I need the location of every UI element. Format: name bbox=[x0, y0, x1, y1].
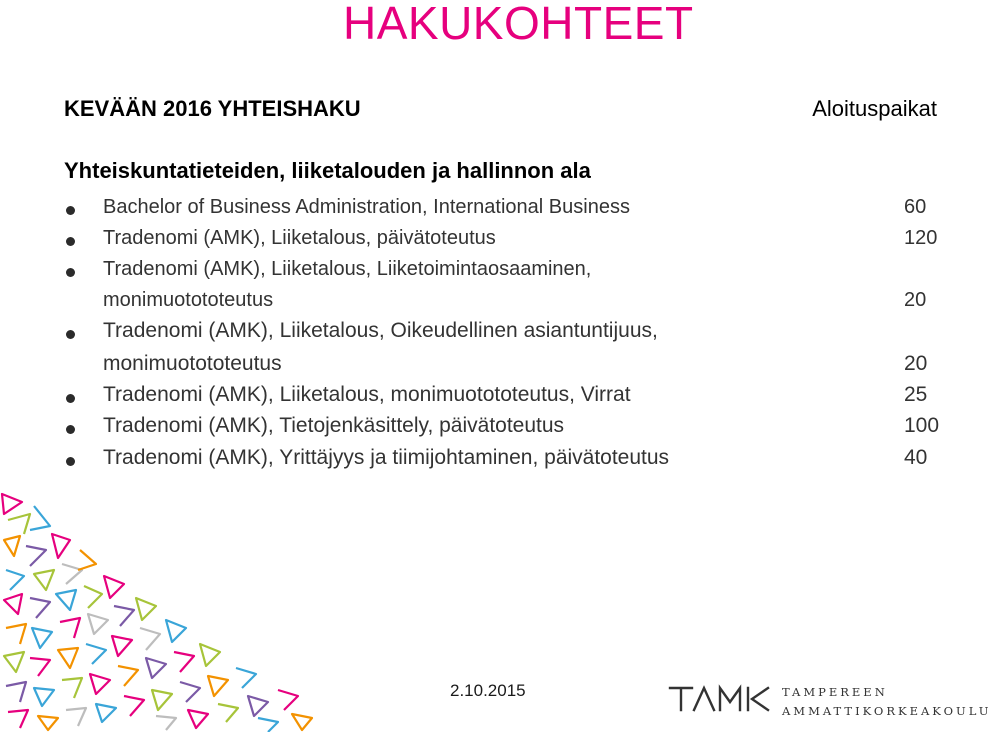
programme-places: 20 bbox=[904, 352, 928, 375]
bullet-icon bbox=[66, 206, 75, 215]
admission-round-heading: KEVÄÄN 2016 YHTEISHAKU bbox=[64, 96, 361, 121]
tamk-logo-text bbox=[782, 683, 991, 721]
programme-places: 60 bbox=[904, 196, 927, 218]
bullet-icon bbox=[66, 425, 75, 434]
field-of-study-heading: Yhteiskuntatieteiden, liiketalouden ja hallinnon ala bbox=[64, 158, 591, 183]
programme-places: 120 bbox=[904, 227, 938, 249]
places-column-header: Aloituspaikat bbox=[812, 96, 937, 121]
programme-name: Tradenomi (AMK), Liiketalous, Liiketoimintaosaaminen, bbox=[103, 258, 592, 280]
programme-name-continued: monimuotototeutus bbox=[103, 352, 282, 375]
programme-name: Tradenomi (AMK), Tietojenkäsittely, päivätoteutus bbox=[103, 414, 565, 437]
tamk-logo-mark bbox=[668, 684, 776, 712]
decorative-pattern bbox=[0, 490, 330, 732]
bullet-icon bbox=[66, 237, 75, 246]
programme-name: Bachelor of Business Administration, International Business bbox=[103, 196, 630, 218]
bullet-icon bbox=[66, 457, 75, 466]
bullet-icon bbox=[66, 268, 75, 277]
programme-places: 40 bbox=[904, 446, 928, 469]
bullet-icon bbox=[66, 394, 75, 403]
programme-places: 25 bbox=[904, 383, 928, 406]
logo-line-2: AMMATTIKORKEAKOULU bbox=[782, 704, 991, 718]
footer-date: 2.10.2015 bbox=[450, 681, 526, 700]
logo-line-1: TAMPEREEN bbox=[782, 685, 888, 699]
programme-name: Tradenomi (AMK), Liiketalous, Oikeudellinen asiantuntijuus, bbox=[103, 319, 658, 342]
programme-name: Tradenomi (AMK), Yrittäjyys ja tiimijohtaminen, päivätoteutus bbox=[103, 446, 670, 469]
programme-name: Tradenomi (AMK), Liiketalous, päivätoteutus bbox=[103, 227, 496, 249]
programme-places: 100 bbox=[904, 414, 940, 437]
bullet-icon bbox=[66, 330, 75, 339]
programme-name: Tradenomi (AMK), Liiketalous, monimuotototeutus, Virrat bbox=[103, 383, 631, 406]
programme-name-continued: monimuotototeutus bbox=[103, 289, 274, 311]
programme-places: 20 bbox=[904, 289, 927, 311]
page-title: HAKUKOHTEET bbox=[343, 0, 694, 49]
